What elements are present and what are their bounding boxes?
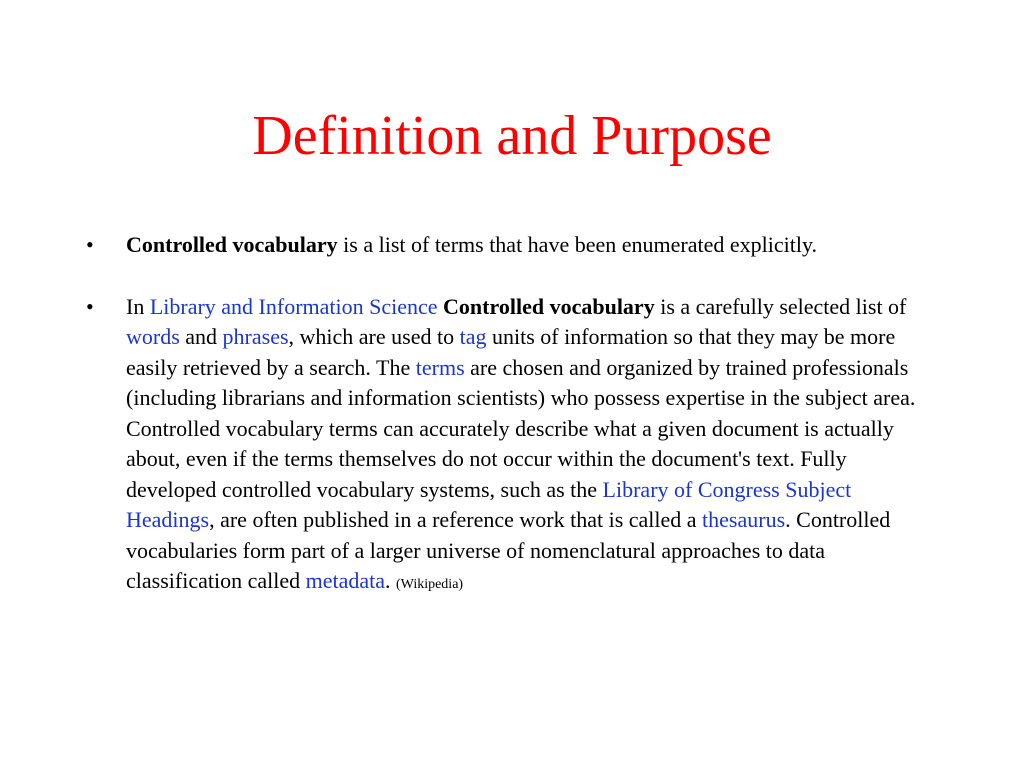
link-terms[interactable]: terms	[415, 354, 465, 380]
text-run: are chosen and organized by trained professionals (including librarians and information scientists) who possess expertise in the subject area. Controlled vocabulary terms can accurately describe what a given document is actually about, even if the terms themselves do not occur within the document's text. Fully developed controlled vocabulary systems, such as the	[126, 354, 916, 502]
text-run: .	[385, 568, 396, 593]
bullet-mark: •	[86, 232, 94, 257]
term-controlled-vocabulary: Controlled vocabulary	[443, 293, 655, 319]
text-run: , are often published in a reference work that is called a	[209, 507, 703, 532]
source-citation: (Wikipedia)	[396, 577, 464, 592]
text-run: units of information so that they may be more easily retrieved by a search. The	[126, 324, 896, 380]
text-run: , which are used to	[288, 324, 460, 349]
bullet-item	[82, 292, 942, 601]
link-tag[interactable]: tag	[459, 324, 487, 349]
link-library-and-information-science[interactable]: Library and Information Science	[149, 293, 438, 319]
link-metadata[interactable]: metadata	[305, 568, 385, 593]
link-thesaurus[interactable]: thesaurus	[702, 507, 786, 532]
text-run: and	[179, 324, 223, 349]
text-run: is a carefully selected list of	[654, 293, 907, 319]
text-run: In	[126, 293, 150, 319]
slide-title: Definition and Purpose	[252, 105, 772, 167]
link-phrases[interactable]: phrases	[222, 324, 289, 349]
bullet-mark: •	[86, 293, 94, 319]
slide-body	[82, 230, 942, 601]
term-controlled-vocabulary: Controlled vocabulary	[126, 232, 338, 257]
link-words[interactable]: words	[126, 324, 180, 349]
link-library-of-congress-subject-headings[interactable]: Library of Congress Subject Headings	[126, 476, 852, 532]
bullet-item	[82, 230, 942, 261]
bullet-text: is a list of terms that have been enumerated explicitly.	[337, 232, 818, 257]
text-run: . Controlled vocabularies form part of a larger universe of nomenclatural approaches to data classification called	[126, 507, 891, 593]
